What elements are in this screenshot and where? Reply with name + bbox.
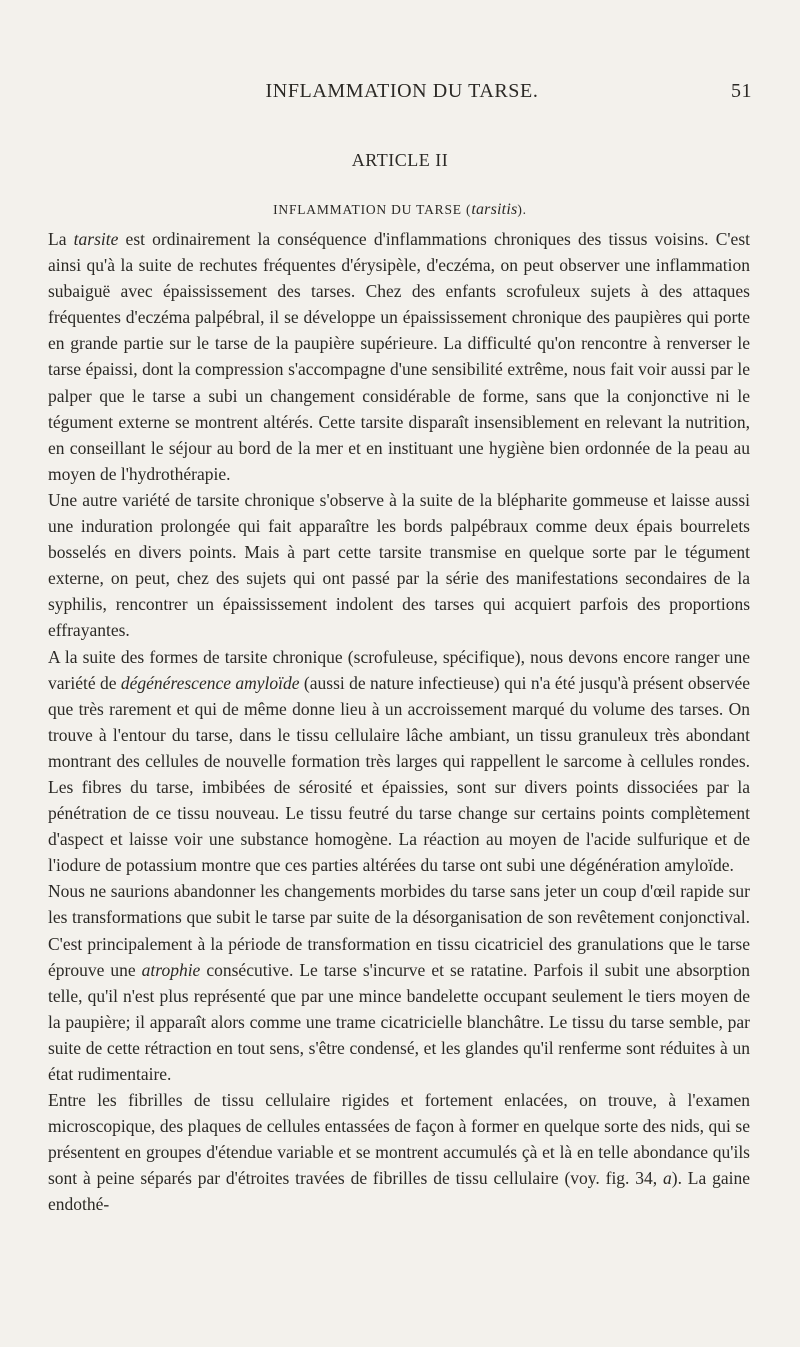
paragraph-term: dégénérescence amyloïde <box>120 672 300 693</box>
paragraph-text: (aussi de nature infectieuse) qui n'a été jusqu'à présent observée que très rarement et qui de même donne lieu à un accroissement marqué du volume des tarses. On trouve à l'entour du tarse, dans le tissu cellulaire lâche ambiant, un tissu granuleux très abondant montrant des cellules de nouvelle formation très larges qui rappellent le sarcome à cellules rondes. Les fibres du tarse, imbibées de sérosité et épaissies, sont sur divers points dissociées par la pénétration de ce tissu nouveau. Le tissu feutré du tarse change sur certains points complètement d'aspect et laisse voir une substance homogène. La réaction au moyen de l'acide sulfurique et de l'iodure de potassium montre que ces parties altérées du tarse ont subi une dégénération amyloïde. <box>48 672 751 876</box>
article-heading: ARTICLE II <box>351 150 449 170</box>
paragraph-term: atrophie <box>141 959 201 980</box>
paragraph-4 <box>48 878 750 1087</box>
paragraph-text: consécutive. Le tarse s'incurve et se ratatine. Parfois il subit une absorption telle, qu'il n'est plus représenté que par une mince bandelette occupant seulement le tiers moyen de la paupière; il apparaît alors comme une trame cicatricielle blanchâtre. Le tissu du tarse semble, par suite de cette rétraction en tout sens, s'être condensé, et les glandes qu'il renferme sont réduites à un état rudimentaire. <box>48 959 750 1084</box>
paragraph-text: est ordinairement la conséquence d'inflammations chroniques des tissus voisins. C'est ainsi qu'à la suite de rechutes fréquentes d'érysipèle, d'eczéma, on peut observer une inflammation subaiguë avec épaississement des tarses. Chez des enfants scrofuleux sujets à des attaques fréquentes d'eczéma palpébral, il se développe un épaississement chronique des paupières qui porte en grande partie sur le tarse de la paupière supérieure. La difficulté qu'on rencontre à renverser le tarse épaissi, dont la compression s'accompagne d'une sensibilité extrême, nous fait voir aussi par le palper que le tarse a subi un changement considérable de forme, sans que la conjonctive ni le tégument externe se montrent altérés. Cette tarsite disparaît insensiblement en relevant la nutrition, en conseillant le séjour au bord de la mer et en instituant une hygiène bien ordonnée de la peau au moyen de l'hydrothérapie. <box>48 229 750 484</box>
paragraph-term: tarsite <box>73 229 119 249</box>
subheading-latin: tarsitis <box>471 201 518 218</box>
page-number: 51 <box>731 80 752 102</box>
paragraph-5 <box>48 1087 750 1217</box>
paragraph-term: a <box>663 1168 672 1189</box>
subheading-text: INFLAMMATION DU TARSE <box>273 202 462 217</box>
body-text <box>48 226 750 1218</box>
article-subheading: INFLAMMATION DU TARSE (tarsitis). <box>273 201 527 218</box>
running-title: INFLAMMATION DU TARSE. <box>265 80 539 102</box>
paragraph-lead: A la suite des formes de tarsite chronique (scrofuleuse, spécifique), nous devons encore ranger une variété de <box>48 646 750 693</box>
paragraph-lead: Entre les fibrilles de tissu cellulaire rigides et fortement enlacées, on trouve, à l'examen microscopique, des plaques de cellules entassées de façon à former en quelque sorte des nids, qui se présentent en groupes d'étendue variable et se montrent accumulés çà et là en telle abondance qu'ils sont à peine séparés par d'étroites travées de fibrilles de tissu cellulaire (voy. fig. 34, <box>48 1090 750 1189</box>
paragraph-3 <box>48 644 750 879</box>
paragraph-lead: Nous ne saurions abandonner les changements morbides du tarse sans jeter un coup d'œil rapide sur les transformations que subit le tarse par suite de la désorganisation de son revêtement conjonctival. C'est principalement à la période de transformation en tissu cicatriciel des granulations que le tarse éprouve une <box>48 881 750 980</box>
paragraph-lead: La <box>48 229 74 249</box>
paragraph-text: ). La gaine endothé- <box>48 1168 750 1215</box>
paragraph-2 <box>48 487 750 644</box>
paragraph-lead: Une autre variété de tarsite chronique s'observe à la suite de la blépharite gommeuse et laisse aussi une induration prolongée qui fait apparaître les bords palpébraux comme deux épais bourrelets bosselés en divers points. Mais à part cette tarsite transmise en quelque sorte par le tégument externe, on peut, chez des sujets qui ont passé par la série des manifestations secondaires de la syphilis, rencontrer un épaississement indolent des tarses qui acquiert parfois des proportions effrayantes. <box>48 489 750 641</box>
paragraph-1 <box>48 226 750 487</box>
running-head <box>50 80 754 106</box>
